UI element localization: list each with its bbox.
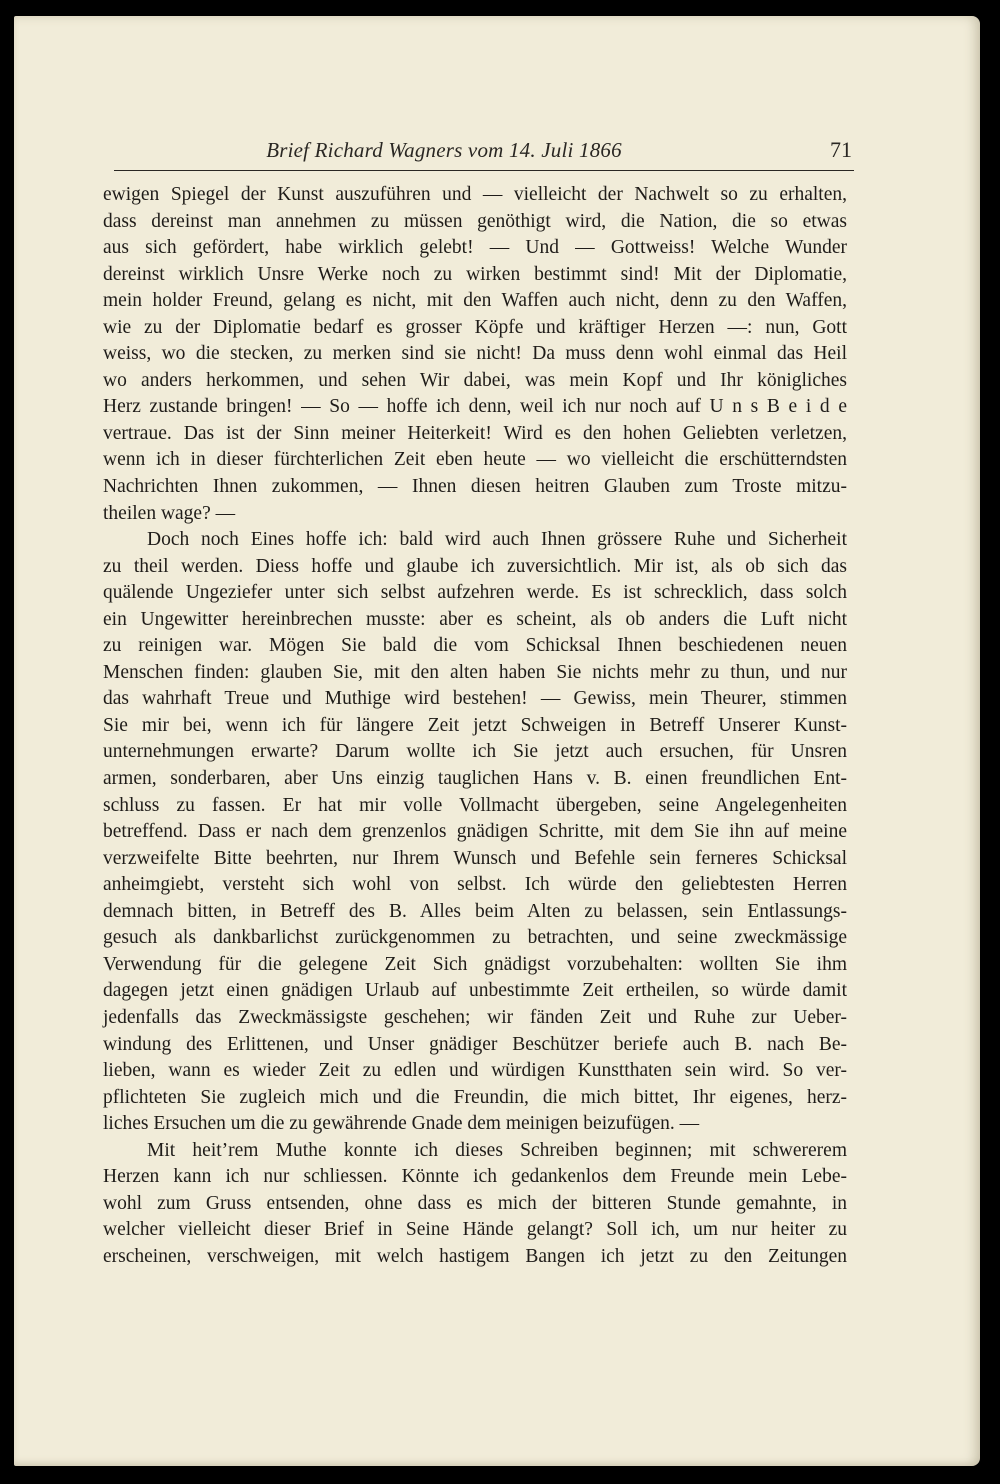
text-line: erscheinen, verschweigen, mit welch hastigem Bangen ich jetzt zu den Zeitungen xyxy=(103,1245,847,1267)
text-line: schluss zu fassen. Er hat mir volle Vollmacht übergeben, seine Angelegenheiten xyxy=(103,794,847,816)
text-line: quälende Ungeziefer unter sich selbst aufzehren werde. Es ist schrecklich, dass solch xyxy=(103,582,847,604)
text-line: ein Ungewitter hereinbrechen musste: aber es scheint, als ob anders die Luft nicht xyxy=(103,608,847,630)
text-line: pflichteten Sie zugleich mich und die Freundin, die mich bittet, Ihr eigenes, herz- xyxy=(103,1086,847,1108)
text-line: Menschen finden: glauben Sie, mit den alten haben Sie nichts mehr zu thun, und nur xyxy=(103,661,847,683)
text-line: windung des Erlittenen, und Unser gnädiger Beschützer beriefe auch B. nach Be- xyxy=(103,1033,847,1055)
text-line: zu reinigen war. Mögen Sie bald die vom Schicksal Ihnen beschiedenen neuen xyxy=(103,635,847,657)
text-line: welcher vielleicht dieser Brief in Seine Hände gelangt? Soll ich, um nur heiter zu xyxy=(103,1219,847,1241)
text-line: Nachrichten Ihnen zukommen, — Ihnen diesen heitren Glauben zum Troste mitzu- xyxy=(103,476,847,498)
text-line: lieben, wann es wieder Zeit zu edlen und würdigen Kunstthaten sein wird. So ver- xyxy=(103,1060,847,1082)
text-line: dagegen jetzt einen gnädigen Urlaub auf unbestimmte Zeit ertheilen, so würde damit xyxy=(103,980,847,1002)
text-line: aus sich gefördert, habe wirklich gelebt! — Und — Gottweiss! Welche Wunder xyxy=(103,237,847,259)
text-line: unternehmungen erwarte? Darum wollte ich Sie jetzt auch ersuchen, für Unsren xyxy=(103,741,847,763)
text-line: jedenfalls das Zweckmässigste geschehen; wir fänden Zeit und Ruhe zur Ueber- xyxy=(103,1006,847,1028)
text-line: vertraue. Das ist der Sinn meiner Heiterkeit! Wird es den hohen Geliebten verletzen, xyxy=(103,422,847,444)
text-line: zu theil werden. Diess hoffe und glaube ich zuversichtlich. Mir ist, als ob sich das xyxy=(103,555,847,577)
page-number: 71 xyxy=(830,137,852,162)
text-line: das wahrhaft Treue und Muthige wird bestehen! — Gewiss, mein Theurer, stimmen xyxy=(103,688,847,710)
text-line: dass dereinst man annehmen zu müssen genöthigt wird, die Nation, die so etwas xyxy=(103,210,847,232)
text-line: Doch noch Eines hoffe ich: bald wird auch Ihnen grössere Ruhe und Sicherheit xyxy=(147,529,847,551)
text-line: anheimgiebt, versteht sich wohl von selbst. Ich würde den geliebtesten Herren xyxy=(103,874,847,896)
text-line: mein holder Freund, gelang es nicht, mit den Waffen auch nicht, denn zu den Waffen, xyxy=(103,290,847,312)
text-line: verzweifelte Bitte beehrten, nur Ihrem Wunsch und Befehle sein ferneres Schicksal xyxy=(103,847,847,869)
text-line: Herz zustande bringen! — So — hoffe ich denn, weil ich nur noch auf U n s B e i d e xyxy=(103,396,847,418)
text-line: betreffend. Dass er nach dem grenzenlos gnädigen Schritte, mit dem Sie ihn auf meine xyxy=(103,821,847,843)
text-line: gesuch als dankbarlichst zurückgenommen zu betrachten, und seine zweckmässige xyxy=(103,927,847,949)
text-line: demnach bitten, in Betreff des B. Alles beim Alten zu belassen, sein Entlassungs- xyxy=(103,900,847,922)
text-line: ewigen Spiegel der Kunst auszuführen und — vielleicht der Nachwelt so zu erhalten, xyxy=(103,184,847,205)
text-line: theilen wage? — xyxy=(103,502,236,524)
text-line: wo anders herkommen, und sehen Wir dabei, was mein Kopf und Ihr königliches xyxy=(103,369,847,391)
body-text xyxy=(103,182,847,1270)
running-title: Brief Richard Wagners vom 14. Juli 1866 xyxy=(266,138,622,162)
text-line: wenn ich in dieser fürchterlichen Zeit eben heute — wo vielleicht die erschütterndsten xyxy=(103,449,847,471)
page-header xyxy=(114,136,854,171)
text-line: liches Ersuchen um die zu gewährende Gnade dem meinigen beizufügen. — xyxy=(103,1113,700,1135)
text-line: dereinst wirklich Unsre Werke noch zu wirken bestimmt sind! Mit der Diplomatie, xyxy=(103,263,847,285)
text-line: Mit heit’rem Muthe konnte ich dieses Schreiben beginnen; mit schwererem xyxy=(147,1139,847,1161)
text-line: Herzen kann ich nur schliessen. Könnte ich gedankenlos dem Freunde mein Lebe- xyxy=(103,1166,847,1188)
text-line: weiss, wo die stecken, zu merken sind sie nicht! Da muss denn wohl einmal das Heil xyxy=(103,343,847,365)
text-line: wie zu der Diplomatie bedarf es grosser Köpfe und kräftiger Herzen —: nun, Gott xyxy=(103,316,847,338)
text-line: Sie mir bei, wenn ich für längere Zeit jetzt Schweigen in Betreff Unserer Kunst- xyxy=(103,714,847,736)
text-line: Verwendung für die gelegene Zeit Sich gnädigst vorzubehalten: wollten Sie ihm xyxy=(103,953,847,975)
text-line: armen, sonderbaren, aber Uns einzig tauglichen Hans v. B. einen freundlichen Ent- xyxy=(103,768,847,790)
text-line: wohl zum Gruss entsenden, ohne dass es mich der bitteren Stunde gemahnte, in xyxy=(103,1192,847,1214)
